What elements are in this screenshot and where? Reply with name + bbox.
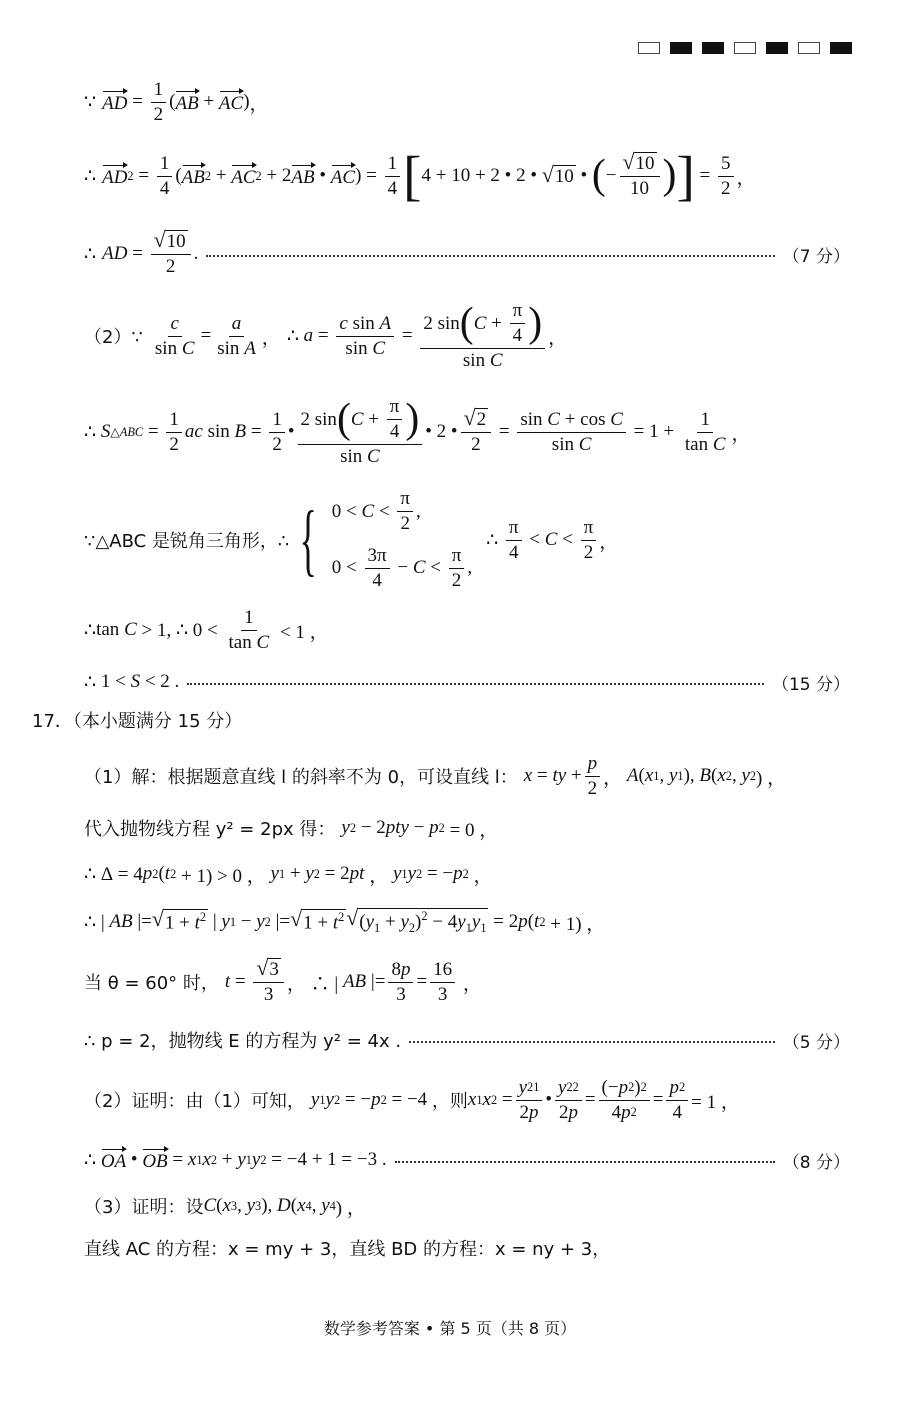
leader-dots bbox=[187, 683, 764, 685]
line-ad-result: ∴ AD = √ 10 2 . （7 分） bbox=[84, 228, 850, 278]
line-q17-delta: ∴ Δ = 4 p 2 ( t 2 + 1) > 0 ， y 1 + y 2 = 2 pt ， y 1 y 2 = − p 2 ， bbox=[84, 863, 493, 887]
leader-dots bbox=[206, 255, 774, 257]
line-q17-part3: （3）证明：设 C ( x 3 , y 3 ), D ( x 4 , y 4 ) ， bbox=[84, 1195, 366, 1219]
score-label: （7 分） bbox=[782, 246, 850, 267]
score-label: （5 分） bbox=[782, 1032, 850, 1053]
line-q17-parabola: ∴ p = 2，抛物线 E 的方程为 y² = 4x . （5 分） bbox=[0, 1010, 900, 1070]
line-q17-part1: （1）解：根据题意直线 l 的斜率不为 0，可设直线 l： x = ty + $\frac{p}{2}$ ， A ( x 1 , y 1 ), B ( x 2 , y 2 ) ， bbox=[84, 752, 787, 799]
line-q17-substitute: 代入抛物线方程 y² = 2px 得： y 2 − 2 pty − p 2 = 0 ， bbox=[84, 817, 499, 841]
line-acute-triangle: ∵△ABC 是锐角三角形，∴ { 0 < C < $\frac{\pi}{2}$ , 0 < $\frac{3\pi}{4}$ − C < $\frac{\pi}{2}$ , ∴ $\frac{\pi}{4}$ < C < $\frac{\pi}{2}$ ， bbox=[84, 488, 619, 591]
line-area: ∴ S △ABC = $\frac{1}{2}$ ac sin B = $\frac{1}{2}$ • 2 sin ( C + $\frac{\pi}{4}$ ) sin C • 2 • √ 2 2 = sin C + cos C sin C = 1 + 1 tan C ， bbox=[84, 395, 751, 467]
line-q17-theta: 当 θ = 60° 时， t = √ 3 3 ， ∴ | AB |= 8 p 3 = $\frac{16}{3}$ ， bbox=[84, 956, 482, 1006]
math-vec: AD bbox=[102, 89, 127, 115]
line-q17-lines: 直线 AC 的方程：x = my + 3，直线 BD 的方程：x = ny + 3， bbox=[84, 1239, 611, 1260]
because-symbol: ∵ bbox=[84, 91, 97, 113]
line-s-range: ∴ 1 < S < 2 . （15 分） bbox=[84, 671, 850, 695]
line-q17-dot-product: ∴ OA • OB = x 1 x 2 + y 1 y 2 = −4 + 1 = −3 . （8 分） bbox=[84, 1149, 850, 1173]
leader-dots bbox=[395, 1161, 775, 1163]
question-17-title: 17．（本小题满分 15 分） bbox=[32, 711, 243, 732]
leader-dots bbox=[409, 1041, 775, 1043]
mark-empty bbox=[798, 42, 820, 54]
mark-filled bbox=[670, 42, 692, 54]
corner-marks bbox=[638, 42, 852, 54]
score-label: （8 分） bbox=[782, 1152, 850, 1173]
math-frac: $\frac{1}{2}$ bbox=[151, 79, 167, 126]
mark-filled bbox=[702, 42, 724, 54]
score-label: （15 分） bbox=[771, 674, 850, 695]
line-tan: ∴ tan C > 1, ∴ 0 < 1 tan C < 1 ， bbox=[84, 606, 329, 653]
mark-filled bbox=[830, 42, 852, 54]
mark-empty bbox=[638, 42, 660, 54]
line-ad-squared: ∴ AD 2 = $\frac{1}{4}$ ( AB 2 + AC 2 + 2 AB • AC ) = $\frac{1}{4}$ [ 4 + 10 + 2 • 2 • √ 10 • ( − √ 10 10 ) ] = $\frac{5}{2}$ ， bbox=[84, 145, 756, 207]
line-q17-part2: （2）证明：由（1）可知， y 1 y 2 = − p 2 = −4 ，则 x 1 x 2 = y 2 1 2 p • y 2 2 2 p = (− p 2 ) 2 4 p 2 = p 2 4 = 1 ， bbox=[84, 1076, 740, 1123]
line-ad-vector: ∵ AD = $\frac{1}{2}$ ( AB + AC ) ， bbox=[84, 78, 269, 125]
line-q17-ab-length: ∴ | AB |= √ $1 + t^2$ | y 1 − y 2 |= √ $1 + t^2$ √ $(y_1 + y_2)^2 - 4y_1y_1$ = 2 p ( t 2 + 1) ， bbox=[84, 906, 606, 936]
cases-brace: { 0 < C < $\frac{\pi}{2}$ , 0 < $\frac{3\pi}{4}$ − C < $\frac{\pi}{2}$ , bbox=[299, 488, 473, 591]
line-part2-sine-law: （2）∵ c sin C = a sin A ， ∴ a = c sin A sin C = 2 sin ( C + $\frac{\pi}{4}$ ) sin C ， bbox=[84, 299, 568, 371]
page-footer: 数学参考答案 • 第 5 页（共 8 页） bbox=[323, 1319, 577, 1338]
mark-filled bbox=[766, 42, 788, 54]
mark-empty bbox=[734, 42, 756, 54]
